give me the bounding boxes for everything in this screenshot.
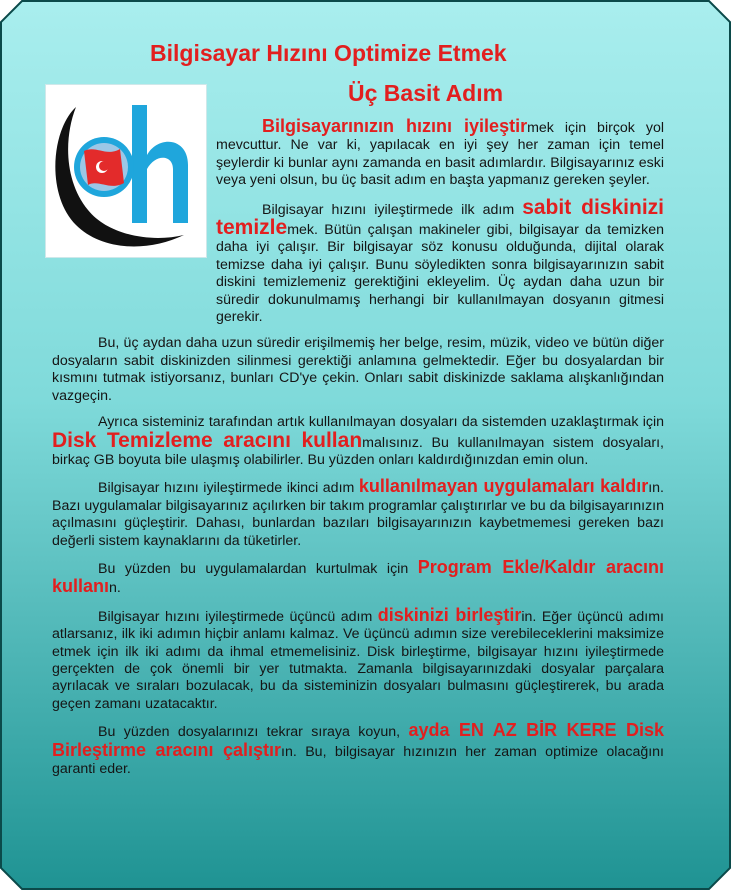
paragraph-1 [216,118,664,190]
paragraph-1-text: mek için birçok yol mevcuttur. Ne var ki, yapılacak en iyi şey her zaman için temel şeylerdir ki bunlar aynı zamanda en basit adımlardır. Bilgisayarınız eski veya yeni olsun, bu üç basit adım en başta yapmanız gereken şeyler. [216,120,664,189]
highlight-5: kullanılmayan uygulamaları kaldır [358,476,649,497]
paragraph-3: Bu, üç aydan daha uzun süredir erişilmemiş her belge, resim, müzik, video ve bütün diğer dosyaların sabit diskinizden silinmesi gerektiği anlamına gelmektedir. Eğer bu dosyalardan bir kısmını tutmak istiyorsanız, bunları CD'ye çekin. Onları sabit diskinizde saklama alışkanlığından vazgeçin. [52,335,664,404]
highlight-4: Disk Temizleme aracını kullan [52,428,363,452]
paragraph-2-pre: Bilgisayar hızını iyileştirmede ilk adım [262,201,523,218]
paragraph-4 [52,414,664,469]
paragraph-5-pre: Bilgisayar hızını iyileştirmede ikinci adım [98,480,359,497]
paragraph-2 [216,195,664,327]
article-body [52,118,664,787]
paragraph-7-text: in. Eğer üçüncü adımı atlarsanız, ilk iki adımın hiçbir anlamı kalmaz. Ve üçüncü adımın size verebileceklerini maksimize etmek için ilk iki adımı da ihmal etmemelisiniz. Disk birleştirme, bilgisayar hızını iyileştirmede gerçekten de çok önemli bir yer tutmakta. Zamanla bilgisayarınızdaki dosyalar parçalara ayrılacak ve sıraları bozulacak, bu da sisteminizin dosyaları bulmasını güçleştirerek, bu arada geçen zamanı uzatacaktır. [52,608,664,712]
highlight-1: Bilgisayarınızın hızını iyileştir [262,116,528,136]
paragraph-6 [52,556,664,598]
paragraph-5-text: ın. Bazı uygulamalar bilgisayarınız açılırken bir takım programlar çalıştırırlar ve bu da bilgisayarınızın açılmasını güçleştirir. Dahası, bunlardan bazıları bilgisayarınızın kaybetmemesi gereken bazı değerli sistem kaynaklarını da tüketirler. [52,480,664,549]
highlight-6: Program Ekle/Kaldır aracını kullanı [52,556,664,597]
paragraph-4-text: malısınız. Bu kullanılmayan sistem dosyaları, birkaç GB boyuta bile ulaşmış olabilirler. Bu yüzden onları kaldırdığınızdan emin olun. [52,434,664,468]
paragraph-8-text: ın. Bu, bilgisayar hızınızın her zaman optimize olacağını garanti eder. [52,743,664,777]
paragraph-6-text: n. [109,580,121,597]
page-subtitle: Üç Basit Adım [348,80,504,106]
paragraph-5 [52,478,664,550]
paragraph-8 [52,722,664,778]
highlight-8: ayda EN AZ BİR KERE Disk Birleştirme aracını çalıştır [52,720,665,760]
paragraph-6-pre: Bu yüzden bu uygulamalardan kurtulmak için [98,560,418,577]
paragraph-7 [52,604,664,713]
highlight-2: sabit diskinizi temizle [216,195,664,240]
paragraph-4-pre: Ayrıca sisteminiz tarafından artık kullanılmayan dosyaları da sistemden uzaklaştırmak için [98,414,664,431]
page-title: Bilgisayar Hızını Optimize Etmek [150,40,507,66]
paragraph-7-pre: Bilgisayar hızını iyileştirmede üçüncü adım [98,608,378,625]
highlight-7: diskinizi birleştir [377,604,522,625]
paragraph-8-pre: Bu yüzden dosyalarınızı tekrar sıraya koyun, [98,724,409,741]
paragraph-2-text: mek. Bütün çalışan makineler gibi, bilgisayar da temizken daha iyi çalışır. Bir bilgisayar söz konusu olduğunda, dijital olarak temizse daha iyi çalışır. Bunu söyledikten sonra bilgisayarınızın sabit diskini temizlemeniz gerektiğini ekleyelim. Üç aydan daha uzun bir süredir dokunulmamış herhangi bir kullanılmayan dosyanın gitmesi gerekir. [216,222,664,326]
